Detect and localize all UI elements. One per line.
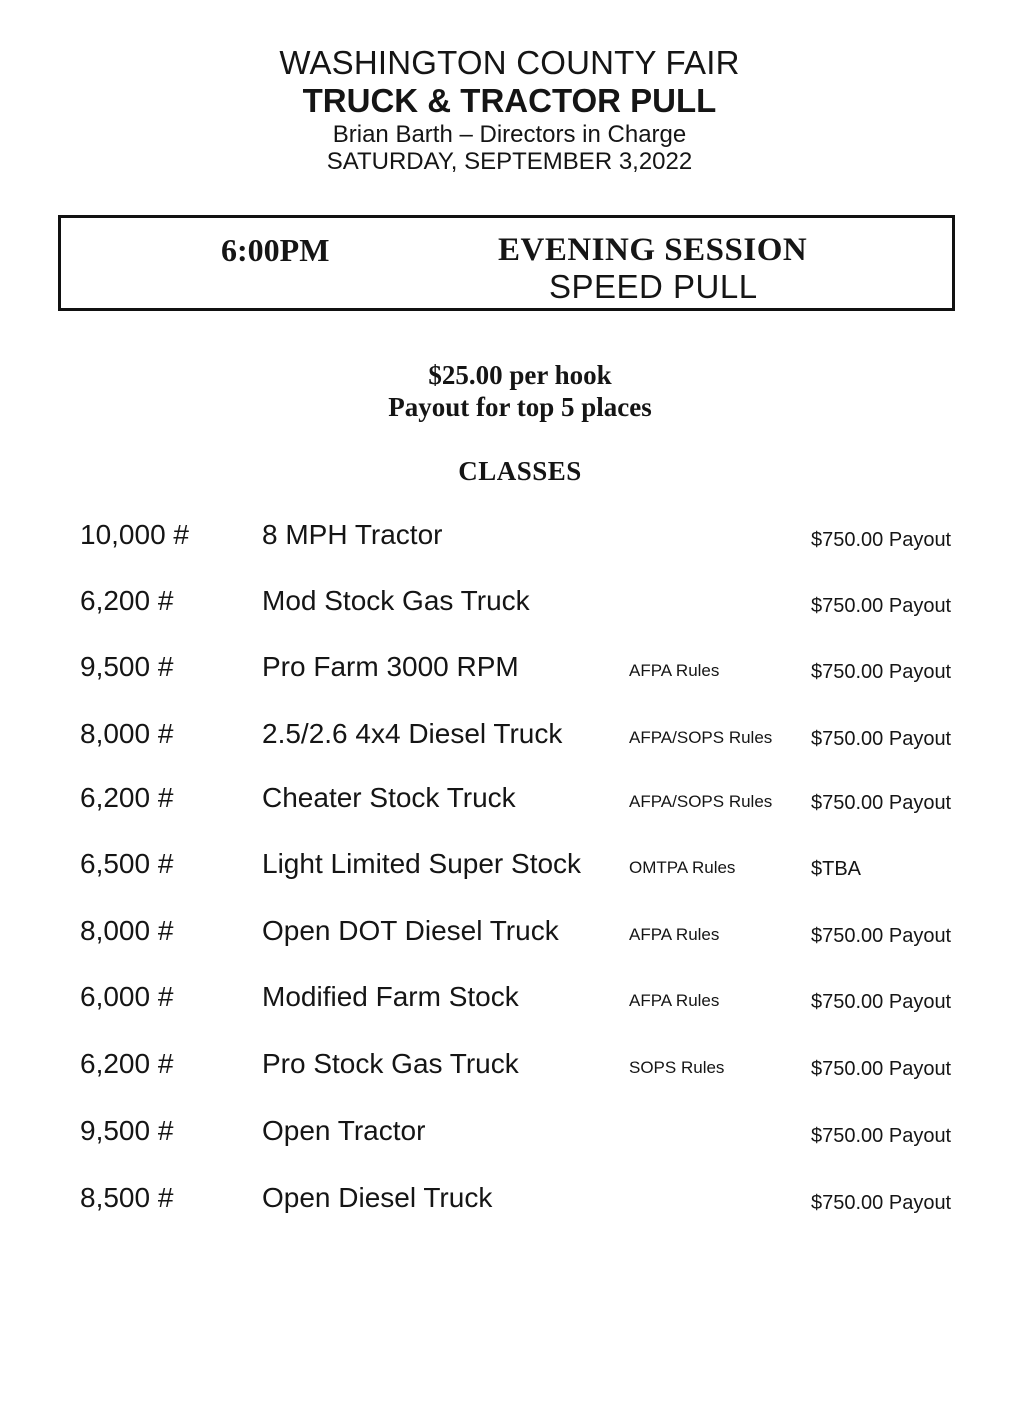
class-payout: $750.00 Payout bbox=[811, 1192, 952, 1214]
class-name: 8 MPH Tractor bbox=[262, 519, 443, 550]
class-name: Modified Farm Stock bbox=[262, 981, 519, 1012]
class-rules: AFPA/SOPS Rules bbox=[629, 792, 773, 811]
class-row bbox=[0, 1115, 1019, 1155]
class-payout: $750.00 Payout bbox=[811, 1125, 952, 1147]
class-rules: OMTPA Rules bbox=[629, 858, 736, 877]
class-weight: 8,000 # bbox=[80, 718, 174, 749]
directors-line: Brian Barth – Directors in Charge bbox=[332, 121, 687, 148]
class-weight: 6,200 # bbox=[80, 1048, 174, 1079]
class-row bbox=[0, 718, 1019, 758]
class-rules: SOPS Rules bbox=[629, 1058, 725, 1077]
class-weight: 8,000 # bbox=[80, 915, 174, 946]
class-payout: $750.00 Payout bbox=[811, 661, 952, 683]
class-payout: $TBA bbox=[811, 858, 862, 880]
class-rules: AFPA/SOPS Rules bbox=[629, 728, 773, 747]
class-name: Open Tractor bbox=[262, 1115, 426, 1146]
session-time: 6:00PM bbox=[221, 232, 330, 268]
payout-note: Payout for top 5 places bbox=[388, 392, 652, 422]
class-rules: AFPA Rules bbox=[629, 991, 720, 1010]
class-row bbox=[0, 848, 1019, 888]
class-rules: AFPA Rules bbox=[629, 661, 720, 680]
class-name: Light Limited Super Stock bbox=[262, 848, 582, 879]
event-title: TRUCK & TRACTOR PULL bbox=[302, 82, 717, 119]
class-row bbox=[0, 981, 1019, 1021]
class-name: Open DOT Diesel Truck bbox=[262, 915, 559, 946]
class-payout: $750.00 Payout bbox=[811, 529, 952, 551]
class-name: Pro Stock Gas Truck bbox=[262, 1048, 519, 1079]
class-row bbox=[0, 651, 1019, 691]
class-payout: $750.00 Payout bbox=[811, 728, 952, 750]
class-row bbox=[0, 585, 1019, 625]
session-title: EVENING SESSION bbox=[498, 232, 808, 268]
classes-heading: CLASSES bbox=[458, 456, 582, 486]
class-payout: $750.00 Payout bbox=[811, 595, 952, 617]
class-payout: $750.00 Payout bbox=[811, 925, 952, 947]
class-name: Cheater Stock Truck bbox=[262, 782, 516, 813]
class-name: Pro Farm 3000 RPM bbox=[262, 651, 519, 682]
fair-name: WASHINGTON COUNTY FAIR bbox=[279, 44, 740, 81]
class-payout: $750.00 Payout bbox=[811, 991, 952, 1013]
class-name: Open Diesel Truck bbox=[262, 1182, 493, 1213]
class-row bbox=[0, 782, 1019, 822]
class-weight: 9,500 # bbox=[80, 1115, 174, 1146]
class-row bbox=[0, 1182, 1019, 1222]
class-weight: 8,500 # bbox=[80, 1182, 174, 1213]
hook-fee: $25.00 per hook bbox=[428, 360, 612, 390]
class-name: 2.5/2.6 4x4 Diesel Truck bbox=[262, 718, 563, 749]
class-weight: 6,200 # bbox=[80, 782, 174, 813]
class-name: Mod Stock Gas Truck bbox=[262, 585, 530, 616]
class-payout: $750.00 Payout bbox=[811, 1058, 952, 1080]
class-weight: 9,500 # bbox=[80, 651, 174, 682]
class-weight: 6,500 # bbox=[80, 848, 174, 879]
class-row bbox=[0, 519, 1019, 559]
class-rules: AFPA Rules bbox=[629, 925, 720, 944]
class-row bbox=[0, 1048, 1019, 1088]
class-weight: 6,200 # bbox=[80, 585, 174, 616]
session-subtitle: SPEED PULL bbox=[549, 268, 758, 305]
session-box bbox=[58, 215, 955, 311]
class-weight: 10,000 # bbox=[80, 519, 189, 550]
class-row bbox=[0, 915, 1019, 955]
event-date: SATURDAY, SEPTEMBER 3,2022 bbox=[326, 148, 693, 175]
class-payout: $750.00 Payout bbox=[811, 792, 952, 814]
class-weight: 6,000 # bbox=[80, 981, 174, 1012]
